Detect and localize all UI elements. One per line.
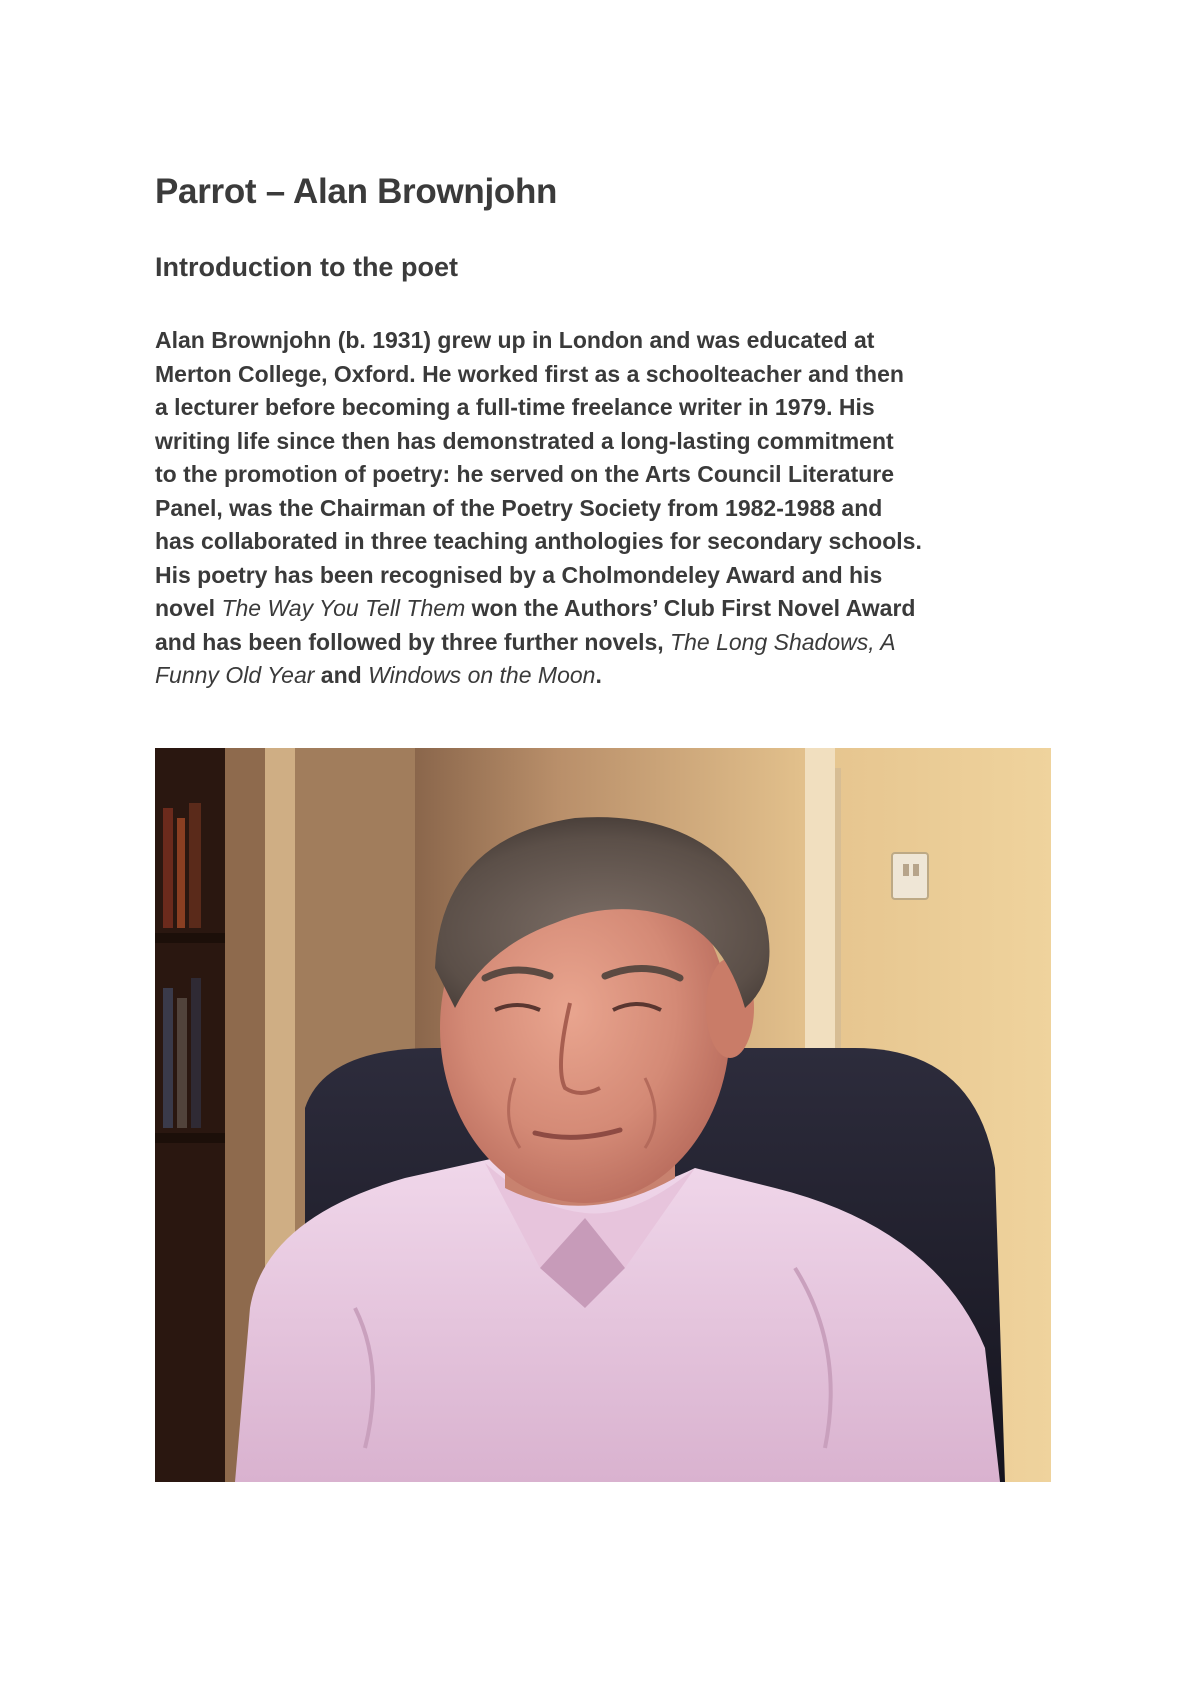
novel-title: The Way You Tell Them [221, 595, 466, 621]
novel-title: The Long Shadows [670, 628, 869, 655]
bio-line: Panel, was the Chairman of the Poetry Society from 1982-1988 and [155, 494, 883, 521]
novel-title: A [880, 628, 896, 655]
bio-text: won the Authors’ Club First Novel Award [465, 595, 916, 621]
bio-line: Alan Brownjohn (b. 1931) grew up in London and was educated at [155, 327, 875, 353]
bio-text: novel [155, 595, 222, 621]
poet-portrait-photo [155, 748, 1051, 1482]
page-title: Parrot – Alan Brownjohn [155, 172, 558, 211]
bio-text: , [868, 628, 881, 655]
bio-line [155, 592, 1055, 626]
document-page [155, 0, 1055, 1698]
novel-title: Funny Old Year [155, 662, 315, 688]
bio-text: and [314, 662, 369, 688]
bio-line: to the promotion of poetry: he served on the Arts Council Literature [155, 461, 895, 487]
bio-line [155, 626, 1055, 660]
section-heading: Introduction to the poet [155, 252, 458, 282]
bio-line: a lecturer before becoming a full-time freelance writer in 1979. His [155, 394, 875, 420]
bio-line: has collaborated in three teaching anthologies for secondary schools. [155, 528, 922, 554]
bio-text: and has been followed by three further novels, [155, 628, 671, 655]
bio-line: His poetry has been recognised by a Cholmondeley Award and his [155, 561, 883, 588]
bio-line: writing life since then has demonstrated a long-lasting commitment [155, 427, 894, 454]
bio-line: Merton College, Oxford. He worked first as a schoolteacher and then [155, 360, 904, 387]
portrait-illustration [155, 748, 1051, 1482]
bio-line [155, 659, 1055, 693]
bio-paragraph [155, 324, 1055, 693]
bio-text: . [595, 662, 602, 688]
novel-title: Windows on the Moon [368, 662, 596, 688]
